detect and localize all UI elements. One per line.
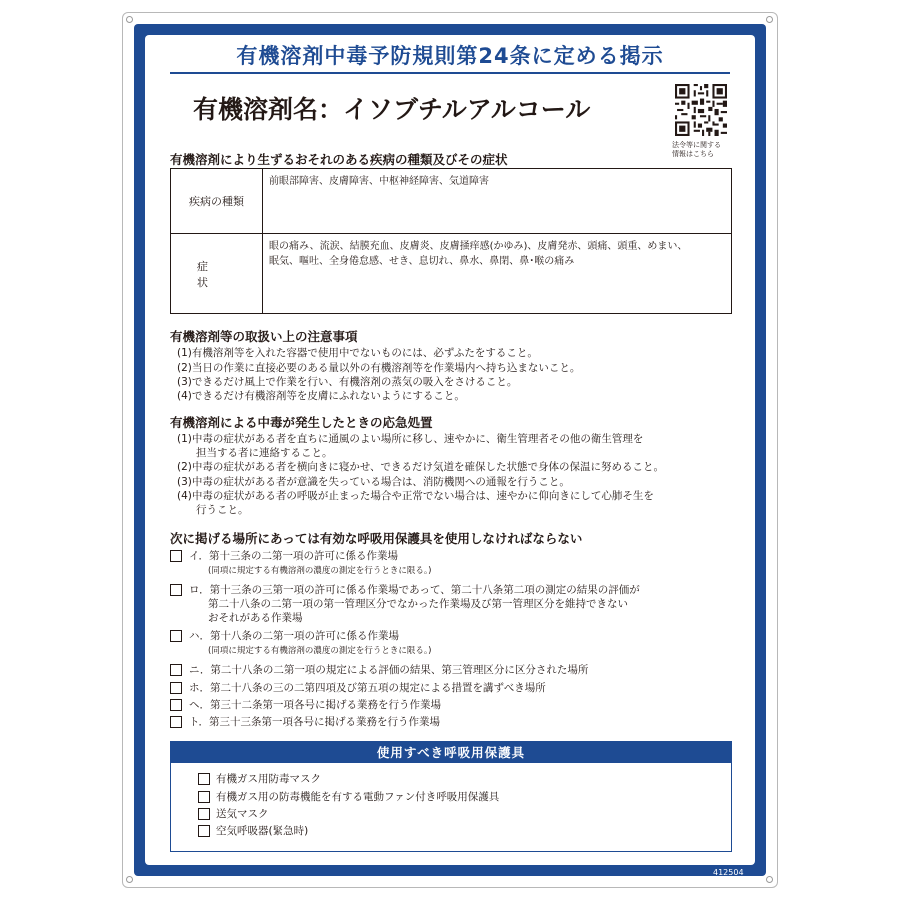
list-item: (2)当日の作業に直接必要のある量以外の有機溶剤等を作業場内へ持ち込まないこと。 <box>177 362 581 374</box>
title-divider <box>170 72 730 74</box>
list-item: (1)有機溶剤等を入れた容器で使用中でないものには、必ずふたをすること。 <box>177 347 538 359</box>
list-item-note: (同項に規定する有機溶剤の濃度の測定を行うときに限る。) <box>208 646 432 656</box>
solvent-name: 有機溶剤名：イソブチルアルコール <box>193 95 591 124</box>
list-item: ニ．第二十八条の二第一項の規定による評価の結果、第三管理区分に区分された場所 <box>189 664 589 676</box>
list-item: 有機ガス用の防毒機能を有する電動ファン付き呼吸用保護具 <box>216 791 500 803</box>
mounting-hole <box>126 16 133 23</box>
table-row <box>171 234 731 313</box>
list-item: ホ．第二十八条の三の二第四項及び第五項の規定による措置を講ずべき場所 <box>189 682 546 694</box>
table-row <box>171 169 731 234</box>
list-item: (2)中毒の症状がある者を横向きに寝かせ、できるだけ気道を確保した状態で身体の保温に努めること。 <box>177 461 665 473</box>
disease-label: 疾病の種類 <box>171 169 263 233</box>
checkbox-place-he[interactable] <box>170 699 182 711</box>
list-item: 送気マスク <box>216 808 269 820</box>
list-item: ト．第三十三条第一項各号に掲げる業務を行う作業場 <box>189 716 441 728</box>
checkbox-place-i[interactable] <box>170 550 182 562</box>
list-item: 空気呼吸器(緊急時) <box>216 825 309 837</box>
mounting-hole <box>126 876 133 883</box>
list-item: 第二十八条の二第一項の第一管理区分でなかった作業場及び第一管理区分を維持できない <box>208 598 628 610</box>
section-heading-first-aid: 有機溶剤による中毒が発生したときの応急処置 <box>170 415 433 430</box>
checkbox-ppe-air-supplied[interactable] <box>198 808 210 820</box>
list-item: おそれがある作業場 <box>208 612 303 624</box>
list-item: (3)中毒の症状がある者が意識を失っている場合は、消防機関への通報を行うこと。 <box>177 476 570 488</box>
symptom-value: 眼の痛み、流涙、結膜充血、皮膚炎、皮膚掻痒感(かゆみ)、皮膚発赤、頭痛、頭重、めまい、 眠気、嘔吐、全身倦怠感、せき、息切れ、鼻水、鼻閉、鼻･喉の痛み <box>269 241 688 267</box>
list-item: (4)できるだけ有機溶剤等を皮膚にふれないようにすること。 <box>177 390 465 402</box>
disease-table <box>170 168 732 314</box>
checkbox-place-ro[interactable] <box>170 584 182 596</box>
checkbox-place-ha[interactable] <box>170 630 182 642</box>
qr-caption: 法令等に関する 情報はこちら <box>672 141 721 158</box>
list-item: 担当する者に連絡すること。 <box>196 447 333 459</box>
checkbox-ppe-powered-respirator[interactable] <box>198 791 210 803</box>
list-item: 有機ガス用防毒マスク <box>216 773 321 785</box>
checkbox-place-to[interactable] <box>170 716 182 728</box>
list-item: ロ．第十三条の三第一項の許可に係る作業場であって、第二十八条第二項の測定の結果の評価が <box>189 584 640 596</box>
mounting-hole <box>766 16 773 23</box>
disease-value: 前眼部障害、皮膚障害、中枢神経障害、気道障害 <box>269 176 489 187</box>
list-item: (4)中毒の症状がある者の呼吸が止まった場合や正常でない場合は、速やかに仰向きにして心肺そ生を <box>177 490 654 502</box>
mounting-hole <box>766 876 773 883</box>
list-item: ヘ．第三十二条第一項各号に掲げる業務を行う作業場 <box>189 699 441 711</box>
section-heading-diseases: 有機溶剤により生ずるおそれのある疾病の種類及びその症状 <box>170 152 508 167</box>
list-item-note: (同項に規定する有機溶剤の濃度の測定を行うときに限る。) <box>208 566 432 576</box>
product-code: 412504 <box>713 868 744 877</box>
list-item: ハ．第十八条の二第一項の許可に係る作業場 <box>189 630 399 642</box>
list-item: 行うこと。 <box>196 504 249 516</box>
section-heading-precautions: 有機溶剤等の取扱い上の注意事項 <box>170 329 358 344</box>
ppe-heading: 使用すべき呼吸用保護具 <box>171 742 731 763</box>
page-title: 有機溶剤中毒予防規則第24条に定める掲示 <box>236 44 664 68</box>
qr-code-icon[interactable] <box>675 84 727 136</box>
checkbox-ppe-gas-mask[interactable] <box>198 773 210 785</box>
list-item: (1)中毒の症状がある者を直ちに通風のよい場所に移し、速やかに、衛生管理者その他の衛生管理を <box>177 433 644 445</box>
checkbox-ppe-scba[interactable] <box>198 825 210 837</box>
section-heading-required-places: 次に掲げる場所にあっては有効な呼吸用保護具を使用しなければならない <box>170 531 583 546</box>
list-item: イ．第十三条の二第一項の許可に係る作業場 <box>189 550 399 562</box>
checkbox-place-ho[interactable] <box>170 682 182 694</box>
symptom-label: 症状 <box>171 234 263 313</box>
list-item: (3)できるだけ風上で作業を行い、有機溶剤の蒸気の吸入をさけること。 <box>177 376 518 388</box>
checkbox-place-ni[interactable] <box>170 664 182 676</box>
